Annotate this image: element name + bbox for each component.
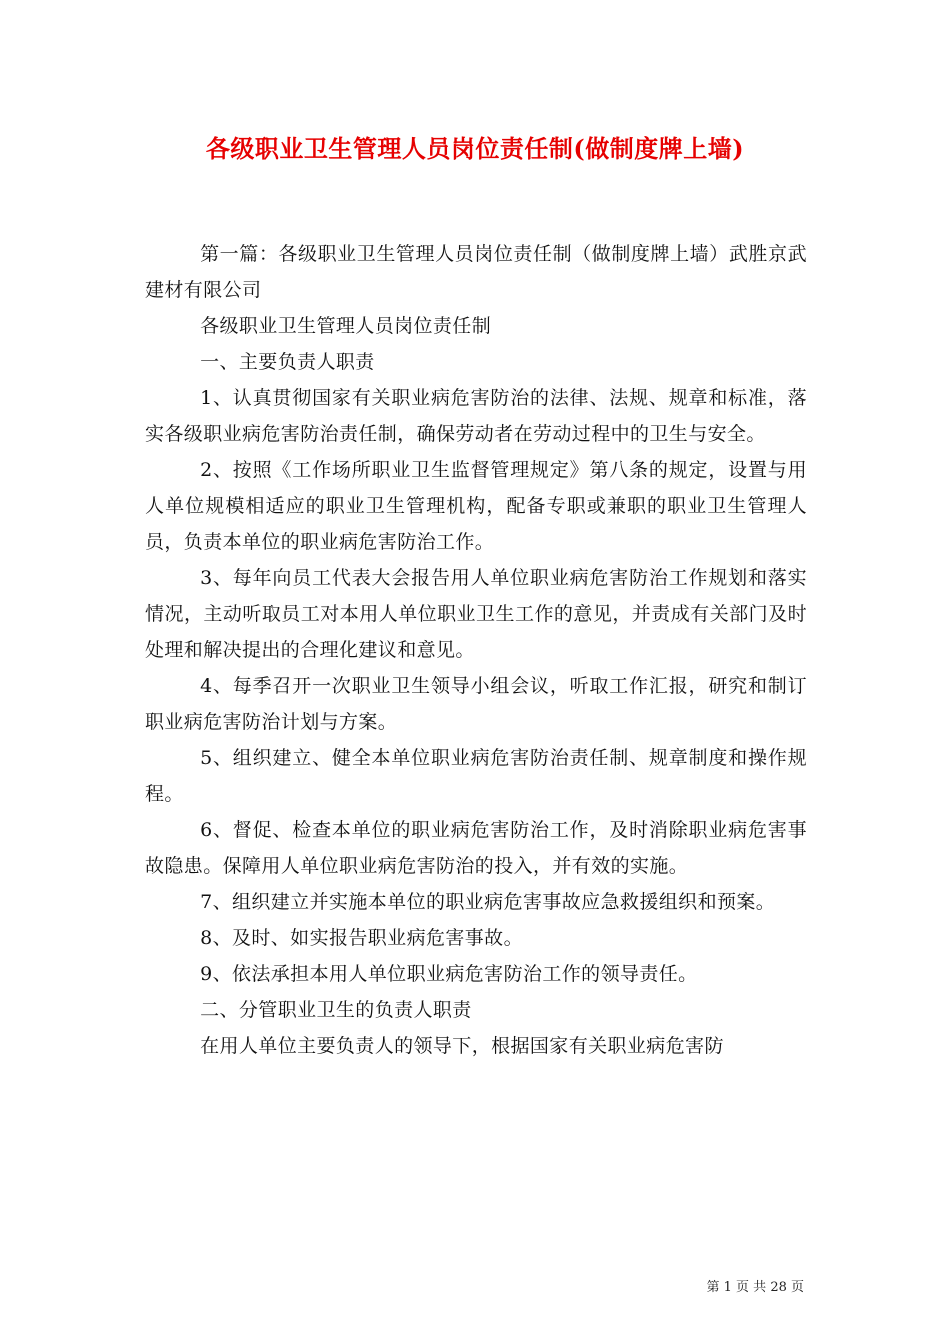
section-heading-main: 各级职业卫生管理人员岗位责任制	[200, 315, 492, 337]
page-number-footer	[707, 1279, 804, 1297]
list-item-4: 4、每季召开一次职业卫生领导小组会议，听取工作汇报，研究和制订职业病危害防治计划与方案。	[145, 675, 807, 733]
list-item-3: 3、每年向员工代表大会报告用人单位职业病危害防治工作规划和落实情况，主动听取员工对本用人单位职业卫生工作的意见，并责成有关部门及时处理和解决提出的合理化建议和意见。	[145, 567, 807, 661]
section-heading-deputy-duty: 二、分管职业卫生的负责人职责	[200, 999, 472, 1021]
list-item-6: 6、督促、检查本单位的职业病危害防治工作，及时消除职业病危害事故隐患。保障用人单位职业病危害防治的投入，并有效的实施。	[145, 819, 807, 877]
list-item-9: 9、依法承担本用人单位职业病危害防治工作的领导责任。	[200, 963, 698, 985]
list-item-5: 5、组织建立、健全本单位职业病危害防治责任制、规章制度和操作规程。	[145, 747, 807, 805]
section-heading-primary-duty: 一、主要负责人职责	[200, 351, 375, 373]
paragraph-deputy-intro: 在用人单位主要负责人的领导下，根据国家有关职业病危害防	[200, 1035, 724, 1057]
list-item-8: 8、及时、如实报告职业病危害事故。	[200, 927, 523, 949]
document-title: 各级职业卫生管理人员岗位责任制(做制度牌上墙)	[205, 134, 745, 163]
document-body	[145, 236, 807, 1064]
paragraph-intro: 第一篇：各级职业卫生管理人员岗位责任制（做制度牌上墙）武胜京武建材有限公司	[145, 243, 807, 301]
page-number-label: 第 1 页 共 28 页	[706, 1280, 804, 1295]
list-item-1: 1、认真贯彻国家有关职业病危害防治的法律、法规、规章和标准，落实各级职业病危害防治责任制，确保劳动者在劳动过程中的卫生与安全。	[145, 387, 807, 445]
list-item-2: 2、按照《工作场所职业卫生监督管理规定》第八条的规定，设置与用人单位规模相适应的职业卫生管理机构，配备专职或兼职的职业卫生管理人员，负责本单位的职业病危害防治工作。	[145, 459, 807, 553]
list-item-7: 7、组织建立并实施本单位的职业病危害事故应急救援组织和预案。	[200, 891, 776, 913]
